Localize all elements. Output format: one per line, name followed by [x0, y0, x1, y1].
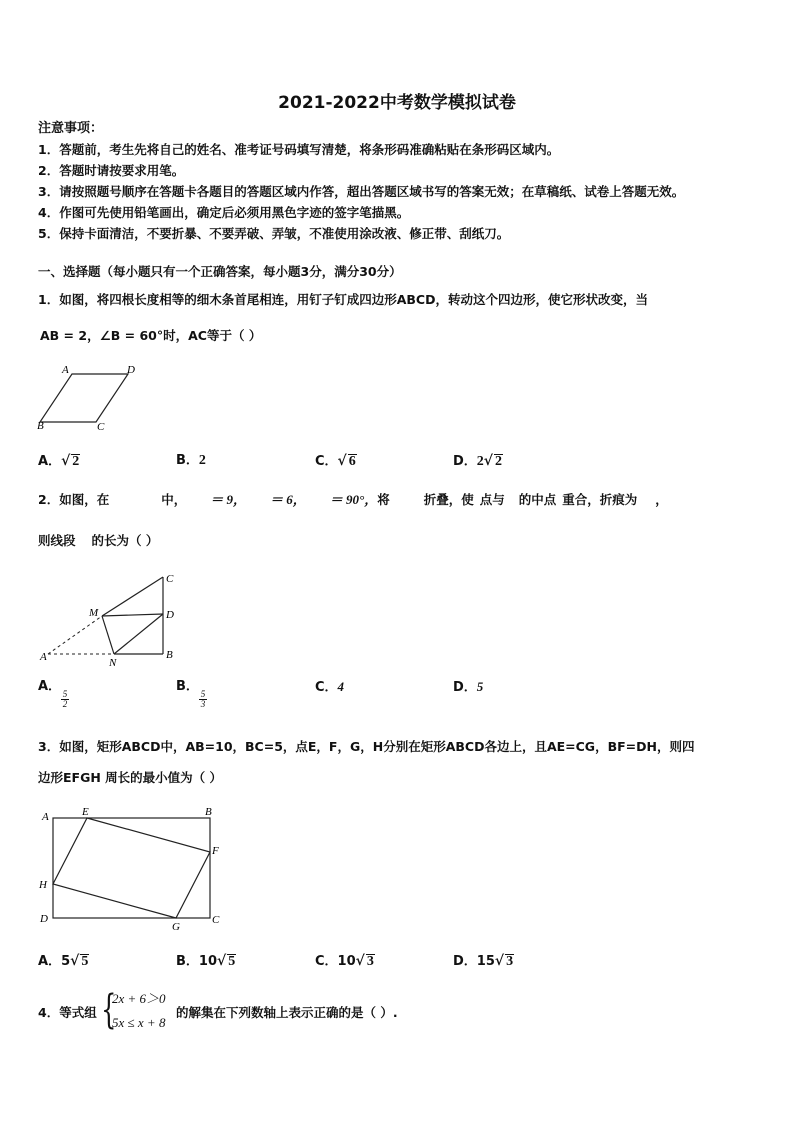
q4-brace: { — [101, 987, 117, 1033]
q4-text: 的解集在下列数轴上表示正确的是（ ）. — [176, 1005, 398, 1020]
q2-text: 2．如图，在 中， ＝ 9， ＝ 6， ＝ 90°，将 折叠，使 点与 的中点 重合，折痕为 ， — [38, 492, 668, 507]
q3-option-b[interactable]: B．10√ 5 — [176, 953, 236, 969]
q2-label-c: C — [166, 573, 174, 585]
q1-option-d[interactable]: D．2√ 2 — [453, 453, 502, 469]
q2-label-d: D — [166, 609, 174, 621]
q1-option-c[interactable]: C．√ 6 — [315, 453, 356, 469]
q4-inequality-2: 5x ≤ x + 8 — [112, 1015, 166, 1030]
q1-text: 1．如图，将四根长度相等的细木条首尾相连，用钉子钉成四边形ABCD，转动这个四边形，使它形状改变，当 — [38, 292, 648, 307]
note-item: 1．答题前，考生先将自己的姓名、准考证号码填写清楚，将条形码准确粘贴在条形码区域内。 — [38, 142, 560, 157]
q3-text: 3．如图，矩形ABCD中，AB=10，BC=5，点E，F，G，H分别在矩形ABCD各边上，且AE=CG，BF=DH，则四 — [38, 739, 695, 754]
note-item: 4．作图可先使用铅笔画出，确定后必须用黑色字迹的签字笔描黑。 — [38, 205, 410, 220]
q2-option-b[interactable]: B． — [176, 679, 199, 694]
q2-option-a-fraction: $\frac{5}{2}$ — [62, 689, 68, 709]
section-heading: 一、选择题（每小题只有一个正确答案，每小题3分，满分30分） — [38, 264, 402, 279]
q1-figure — [36, 362, 146, 434]
q3-rectangle — [53, 818, 210, 918]
q3-figure — [36, 802, 226, 932]
q2-text-line2: 则线段 的长为（ ） — [38, 533, 159, 548]
q2-label-a: A — [40, 651, 47, 663]
notes-heading: 注意事项： — [38, 121, 104, 136]
q2-option-b-fraction: $\frac{5}{3}$ — [200, 689, 206, 709]
q3-label-e: E — [82, 806, 89, 818]
q3-label-b: B — [205, 806, 212, 818]
q2-label-m: M — [89, 607, 99, 619]
q1-condition: AB = 2，∠B = 60°时，AC等于（ ） — [40, 328, 262, 343]
q3-label-f: F — [212, 845, 219, 857]
q2-label-n: N — [109, 657, 117, 669]
q1-label-a: A — [62, 364, 69, 376]
q3-option-d[interactable]: D．15√ 3 — [453, 953, 514, 969]
q2-option-d[interactable]: D．5 — [453, 679, 484, 695]
q2-option-a[interactable]: A． — [38, 679, 62, 694]
page-title: 2021-2022中考数学模拟试卷 — [278, 93, 516, 113]
q3-label-d: D — [40, 913, 48, 925]
note-item: 3．请按照题号顺序在答题卡各题目的答题区域内作答，超出答题区域书写的答案无效；在草稿纸、试卷上答题无效。 — [38, 184, 685, 199]
q2-option-c[interactable]: C．4 — [315, 679, 345, 695]
q3-quadrilateral — [53, 818, 210, 918]
q4-inequality-1: 2x + 6＞0 — [112, 991, 166, 1006]
q1-label-d: D — [127, 364, 135, 376]
note-item: 5．保持卡面清洁，不要折暴、不要弄破、弄皱，不准使用涂改液、修正带、刮纸刀。 — [38, 226, 510, 241]
q4-prefix: 4．等式组 — [38, 1005, 97, 1020]
q3-label-h: H — [39, 879, 47, 891]
q3-text-line2: 边形EFGH 周长的最小值为（ ） — [38, 770, 223, 785]
q3-label-g: G — [172, 921, 180, 932]
q1-quadrilateral — [40, 374, 128, 422]
q1-option-a[interactable]: A．√ 2 — [38, 453, 80, 469]
q1-label-b: B — [37, 420, 44, 432]
q3-option-a[interactable]: A．5√ 5 — [38, 953, 89, 969]
q1-option-b[interactable]: B．2 — [176, 453, 206, 468]
q3-label-c: C — [212, 914, 220, 926]
q2-figure — [36, 570, 186, 670]
q2-label-b: B — [166, 649, 173, 661]
note-item: 2．答题时请按要求用笔。 — [38, 163, 185, 178]
q1-label-c: C — [97, 421, 105, 433]
q3-option-c[interactable]: C．10√ 3 — [315, 953, 374, 969]
q3-label-a: A — [42, 811, 49, 823]
